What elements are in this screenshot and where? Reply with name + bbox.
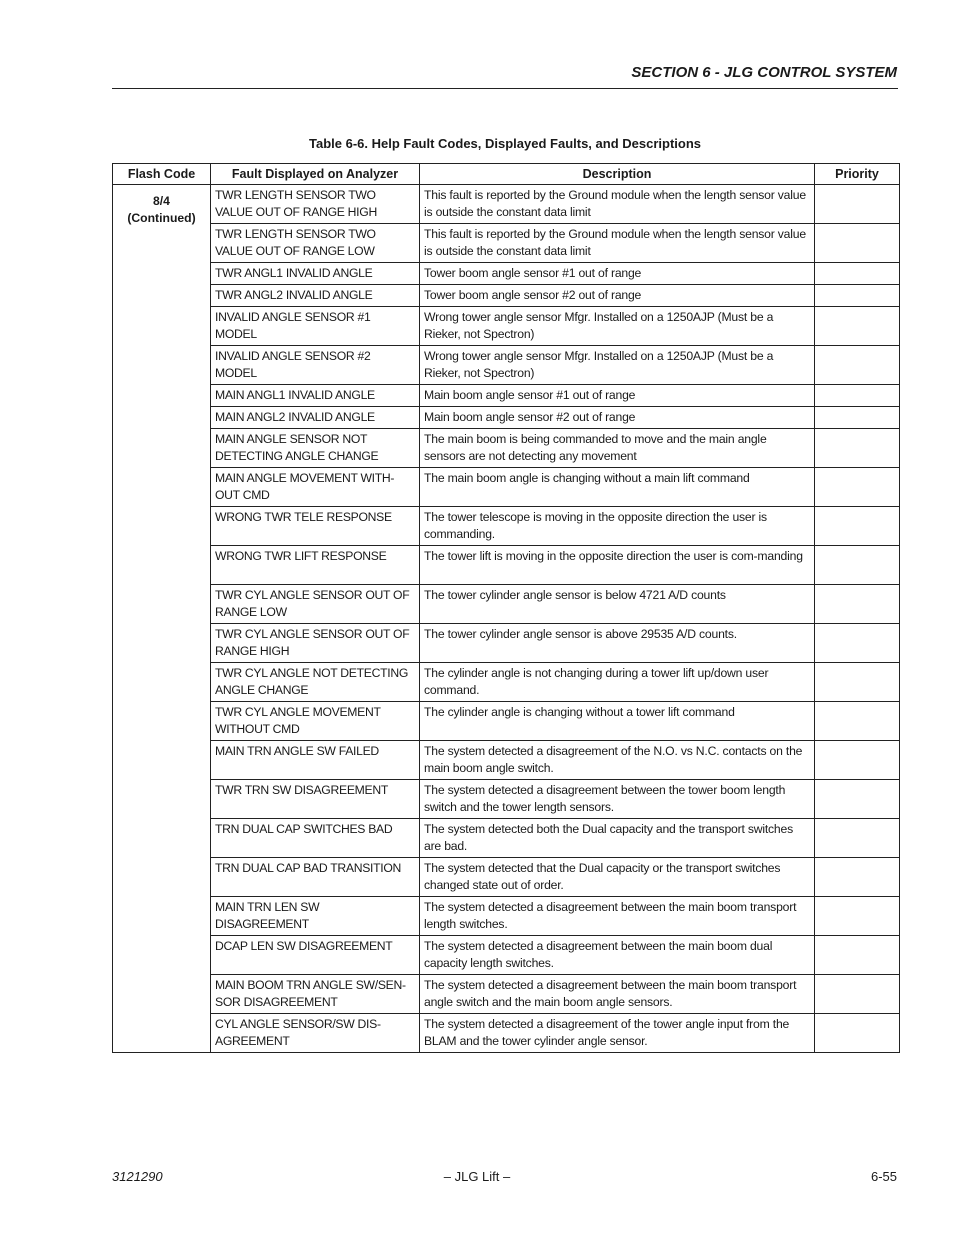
fault-name-cell: INVALID ANGLE SENSOR #1 MODEL <box>211 307 420 346</box>
fault-description-cell: The main boom is being commanded to move and the main angle sensors are not detecting any movement <box>420 429 815 468</box>
column-header-priority: Priority <box>815 164 900 185</box>
fault-description-cell: The system detected a disagreement of the tower angle input from the BLAM and the tower cylinder angle sensor. <box>420 1014 815 1053</box>
fault-description-cell: Main boom angle sensor #1 out of range <box>420 385 815 407</box>
flash-code: 8/4 <box>153 194 170 208</box>
table-row <box>113 346 900 385</box>
table-header-row <box>113 164 900 185</box>
fault-description-cell: The system detected a disagreement of the N.O. vs N.C. contacts on the main boom angle switch. <box>420 741 815 780</box>
fault-description-cell: This fault is reported by the Ground module when the length sensor value is outside the constant data limit <box>420 224 815 263</box>
column-header-flash-code: Flash Code <box>113 164 211 185</box>
fault-description-cell: Main boom angle sensor #2 out of range <box>420 407 815 429</box>
priority-cell <box>815 936 900 975</box>
fault-name-cell: TWR ANGL2 INVALID ANGLE <box>211 285 420 307</box>
fault-description-cell: The cylinder angle is not changing during a tower lift up/down user command. <box>420 663 815 702</box>
priority-cell <box>815 585 900 624</box>
priority-cell <box>815 819 900 858</box>
fault-codes-table <box>112 163 900 1053</box>
footer-brand: – JLG Lift – <box>443 1169 511 1184</box>
column-header-description: Description <box>420 164 815 185</box>
priority-cell <box>815 285 900 307</box>
table-row <box>113 307 900 346</box>
priority-cell <box>815 307 900 346</box>
column-header-fault: Fault Displayed on Analyzer <box>211 164 420 185</box>
priority-cell <box>815 407 900 429</box>
priority-cell <box>815 263 900 285</box>
fault-name-cell: MAIN BOOM TRN ANGLE SW/SEN-SOR DISAGREEMENT <box>211 975 420 1014</box>
fault-name-cell: TWR ANGL1 INVALID ANGLE <box>211 263 420 285</box>
flash-code-note: (Continued) <box>127 211 196 225</box>
fault-name-cell: DCAP LEN SW DISAGREEMENT <box>211 936 420 975</box>
priority-cell <box>815 702 900 741</box>
fault-name-cell: TWR CYL ANGLE NOT DETECTING ANGLE CHANGE <box>211 663 420 702</box>
fault-name-cell: TRN DUAL CAP SWITCHES BAD <box>211 819 420 858</box>
fault-description-cell: The cylinder angle is changing without a tower lift command <box>420 702 815 741</box>
priority-cell <box>815 468 900 507</box>
table-row <box>113 224 900 263</box>
fault-name-cell: TWR LENGTH SENSOR TWO VALUE OUT OF RANGE HIGH <box>211 185 420 224</box>
table-row <box>113 819 900 858</box>
fault-description-cell: Tower boom angle sensor #2 out of range <box>420 285 815 307</box>
page-number: 6-55 <box>870 1169 897 1184</box>
fault-name-cell: TWR CYL ANGLE SENSOR OUT OF RANGE LOW <box>211 585 420 624</box>
header-divider <box>112 88 898 89</box>
priority-cell <box>815 507 900 546</box>
priority-cell <box>815 897 900 936</box>
table-row <box>113 702 900 741</box>
table-row <box>113 263 900 285</box>
fault-name-cell: MAIN ANGL1 INVALID ANGLE <box>211 385 420 407</box>
table-row <box>113 897 900 936</box>
priority-cell <box>815 858 900 897</box>
fault-name-cell: MAIN TRN LEN SW DISAGREEMENT <box>211 897 420 936</box>
fault-name-cell: MAIN TRN ANGLE SW FAILED <box>211 741 420 780</box>
flash-code-cell <box>113 185 211 1053</box>
table-row <box>113 468 900 507</box>
fault-description-cell: This fault is reported by the Ground module when the length sensor value is outside the constant data limit <box>420 185 815 224</box>
fault-name-cell: TRN DUAL CAP BAD TRANSITION <box>211 858 420 897</box>
fault-description-cell: The system detected that the Dual capacity or the transport switches changed state out of order. <box>420 858 815 897</box>
priority-cell <box>815 346 900 385</box>
document-number: 3121290 <box>112 1169 163 1184</box>
priority-cell <box>815 546 900 585</box>
table-row <box>113 585 900 624</box>
table-row <box>113 385 900 407</box>
fault-name-cell: TWR LENGTH SENSOR TWO VALUE OUT OF RANGE LOW <box>211 224 420 263</box>
priority-cell <box>815 741 900 780</box>
fault-description-cell: The tower telescope is moving in the opposite direction the user is commanding. <box>420 507 815 546</box>
priority-cell <box>815 1014 900 1053</box>
priority-cell <box>815 624 900 663</box>
priority-cell <box>815 429 900 468</box>
fault-name-cell: WRONG TWR TELE RESPONSE <box>211 507 420 546</box>
fault-name-cell: MAIN ANGLE SENSOR NOT DETECTING ANGLE CHANGE <box>211 429 420 468</box>
fault-name-cell: TWR TRN SW DISAGREEMENT <box>211 780 420 819</box>
table-row <box>113 429 900 468</box>
fault-description-cell: The system detected both the Dual capacity and the transport switches are bad. <box>420 819 815 858</box>
fault-description-cell: The tower cylinder angle sensor is below 4721 A/D counts <box>420 585 815 624</box>
priority-cell <box>815 185 900 224</box>
priority-cell <box>815 663 900 702</box>
table-row <box>113 780 900 819</box>
table-body <box>113 185 900 1053</box>
fault-description-cell: Tower boom angle sensor #1 out of range <box>420 263 815 285</box>
table-row <box>113 546 900 585</box>
fault-description-cell: The system detected a disagreement between the main boom transport angle switch and the main boom angle sensors. <box>420 975 815 1014</box>
table-row <box>113 1014 900 1053</box>
fault-name-cell: CYL ANGLE SENSOR/SW DIS-AGREEMENT <box>211 1014 420 1053</box>
fault-description-cell: The tower lift is moving in the opposite direction the user is com-manding <box>420 546 815 585</box>
table-row <box>113 185 900 224</box>
priority-cell <box>815 780 900 819</box>
table-row <box>113 936 900 975</box>
table-row <box>113 507 900 546</box>
priority-cell <box>815 975 900 1014</box>
fault-description-cell: The system detected a disagreement between the tower boom length switch and the tower length sensors. <box>420 780 815 819</box>
fault-description-cell: The system detected a disagreement between the main boom transport length switches. <box>420 897 815 936</box>
table-row <box>113 663 900 702</box>
priority-cell <box>815 385 900 407</box>
fault-description-cell: The system detected a disagreement between the main boom dual capacity length switches. <box>420 936 815 975</box>
priority-cell <box>815 224 900 263</box>
fault-description-cell: The main boom angle is changing without a main lift command <box>420 468 815 507</box>
table-row <box>113 407 900 429</box>
fault-description-cell: Wrong tower angle sensor Mfgr. Installed on a 1250AJP (Must be a Rieker, not Spectron) <box>420 307 815 346</box>
table-row <box>113 741 900 780</box>
table-row <box>113 624 900 663</box>
fault-name-cell: WRONG TWR LIFT RESPONSE <box>211 546 420 585</box>
fault-name-cell: MAIN ANGLE MOVEMENT WITH-OUT CMD <box>211 468 420 507</box>
fault-description-cell: The tower cylinder angle sensor is above 29535 A/D counts. <box>420 624 815 663</box>
fault-description-cell: Wrong tower angle sensor Mfgr. Installed on a 1250AJP (Must be a Rieker, not Spectron) <box>420 346 815 385</box>
table-row <box>113 285 900 307</box>
table-row <box>113 975 900 1014</box>
table-row <box>113 858 900 897</box>
fault-name-cell: INVALID ANGLE SENSOR #2 MODEL <box>211 346 420 385</box>
fault-name-cell: TWR CYL ANGLE SENSOR OUT OF RANGE HIGH <box>211 624 420 663</box>
fault-name-cell: TWR CYL ANGLE MOVEMENT WITHOUT CMD <box>211 702 420 741</box>
table-caption: Table 6-6. Help Fault Codes, Displayed Faults, and Descriptions <box>308 136 701 151</box>
section-title: SECTION 6 - JLG CONTROL SYSTEM <box>631 64 897 81</box>
fault-name-cell: MAIN ANGL2 INVALID ANGLE <box>211 407 420 429</box>
